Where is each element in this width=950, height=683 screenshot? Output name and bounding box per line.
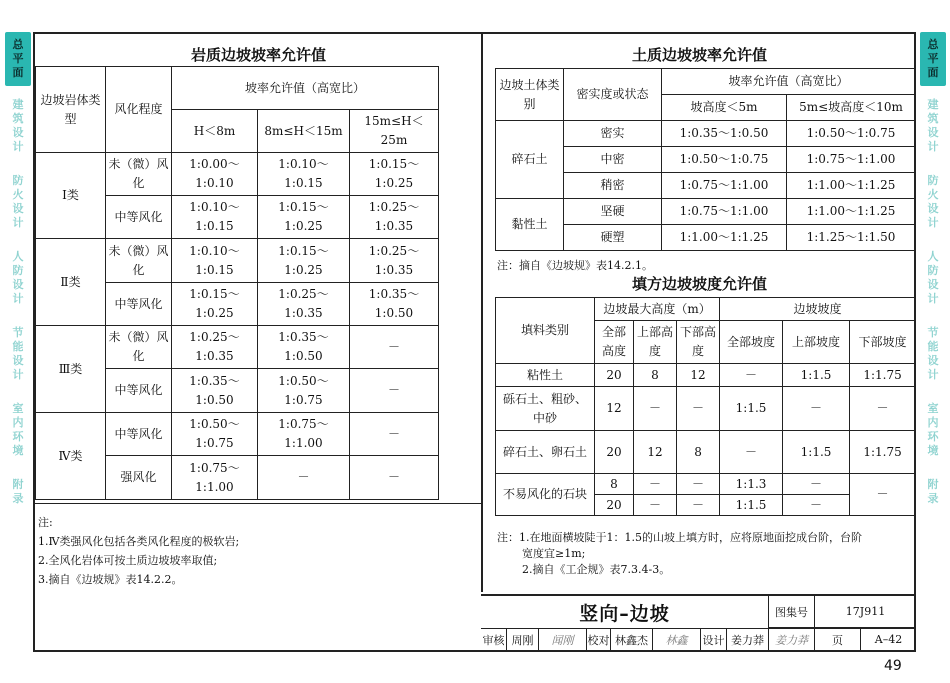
- value-cell: 20: [595, 495, 634, 516]
- header-soil-type: 边坡土体类别: [496, 69, 564, 121]
- fill-slope-title: 填方边坡坡度允许值: [631, 275, 767, 293]
- right-tab-5[interactable]: 室 内 环 境: [927, 402, 939, 457]
- weathering-cell: 中等风化: [106, 413, 172, 456]
- right-tab-3[interactable]: 人 防 设 计: [927, 250, 939, 305]
- header-density: 密实度或状态: [564, 69, 662, 121]
- header-h3: 15m≤H＜25m: [350, 110, 439, 153]
- ratio-cell: 1:0.35～1:0.50: [662, 121, 787, 147]
- state-cell: 坚硬: [564, 199, 662, 225]
- value-cell: 1:1.75: [850, 431, 916, 474]
- value-cell: －: [850, 474, 916, 516]
- soil-group-clay: 黏性土: [496, 199, 564, 251]
- ratio-cell: 1:1.00～1:1.25: [662, 225, 787, 251]
- ratio-cell: 1:0.25～1:0.35: [350, 196, 439, 239]
- header-slope: 边坡坡度: [720, 298, 916, 321]
- header-all-height: 全部高度: [595, 321, 634, 364]
- material-cell: 砾石土、粗砂、中砂: [496, 387, 595, 431]
- ratio-cell: 1:0.50～1:0.75: [172, 413, 258, 456]
- ratio-cell: 1:0.10～1:0.15: [172, 196, 258, 239]
- left-tab-0[interactable]: 总 平 面: [5, 32, 31, 86]
- weathering-cell: 未（微）风化: [106, 326, 172, 369]
- ratio-cell: 1:0.10～1:0.15: [258, 153, 350, 196]
- value-cell: 12: [677, 364, 720, 387]
- left-tab-6[interactable]: 附 录: [12, 478, 24, 505]
- ratio-cell: 1:0.25～1:0.35: [172, 326, 258, 369]
- value-cell: －: [677, 387, 720, 431]
- drawing-title: 竖向–边坡: [481, 594, 769, 628]
- value-cell: －: [783, 387, 850, 431]
- value-cell: 8: [677, 431, 720, 474]
- header-h2: 8m≤H＜15m: [258, 110, 350, 153]
- value-cell: 1:1.3: [720, 474, 783, 495]
- reviewer-signature: 闻刚: [539, 629, 587, 650]
- ratio-cell: 1:0.35～1:0.50: [350, 283, 439, 326]
- signature-row: [481, 628, 916, 650]
- left-tab-3[interactable]: 人 防 设 计: [12, 250, 24, 305]
- value-cell: －: [720, 431, 783, 474]
- ratio-cell: 1:0.50～1:0.75: [258, 369, 350, 413]
- header-h2: 5m≤坡高度＜10m: [787, 95, 916, 121]
- rock-slope-table: [35, 66, 439, 500]
- weathering-cell: 强风化: [106, 456, 172, 500]
- fill-note-line: 2.摘自《工企规》表7.3.4-3。: [522, 563, 671, 576]
- material-cell: 碎石土、卵石土: [496, 431, 595, 474]
- left-tab-4[interactable]: 节 能 设 计: [12, 326, 24, 381]
- design-label: 设计: [701, 629, 727, 650]
- right-tab-4[interactable]: 节 能 设 计: [927, 326, 939, 381]
- header-upper-slope: 上部坡度: [783, 321, 850, 364]
- soil-slope-title: 土质边坡坡率允许值: [631, 46, 767, 64]
- value-cell: 8: [595, 474, 634, 495]
- state-cell: 硬塑: [564, 225, 662, 251]
- page-label: 页: [815, 629, 861, 650]
- right-tab-6[interactable]: 附 录: [927, 478, 939, 505]
- header-ratio: 坡率允许值（高宽比）: [172, 67, 439, 110]
- state-cell: 稍密: [564, 173, 662, 199]
- value-cell: －: [634, 474, 677, 495]
- ratio-cell: 1:0.25～1:0.35: [258, 283, 350, 326]
- ratio-cell: 1:0.50～1:0.75: [787, 121, 916, 147]
- ratio-cell: 1:1.25～1:1.50: [787, 225, 916, 251]
- weathering-cell: 中等风化: [106, 283, 172, 326]
- review-label: 审核: [481, 629, 507, 650]
- atlas-label: 图集号: [769, 594, 815, 628]
- right-tab-2[interactable]: 防 火 设 计: [927, 174, 939, 229]
- title-block: [481, 594, 916, 652]
- value-cell: 12: [595, 387, 634, 431]
- ratio-cell: 1:0.15～1:0.25: [258, 239, 350, 283]
- fill-note-line: 注：1.在地面横坡陡于1：1.5的山坡上填方时，应将原地面挖成台阶，台阶: [497, 531, 862, 544]
- ratio-cell: 1:1.00～1:1.25: [787, 199, 916, 225]
- right-section-tabs: [918, 32, 948, 578]
- header-h1: H＜8m: [172, 110, 258, 153]
- value-cell: 1:1.5: [720, 387, 783, 431]
- center-divider: [481, 32, 483, 592]
- value-cell: 20: [595, 364, 634, 387]
- value-cell: 1:1.5: [720, 495, 783, 516]
- rock-note-separator: [34, 503, 481, 504]
- check-label: 校对: [587, 629, 611, 650]
- page-code: A–42: [874, 633, 903, 646]
- ratio-cell: 1:0.75～1:1.00: [258, 413, 350, 456]
- ratio-cell: 1:0.75～1:1.00: [662, 173, 787, 199]
- weathering-cell: 中等风化: [106, 196, 172, 239]
- page-number: 49: [884, 658, 902, 674]
- value-cell: 20: [595, 431, 634, 474]
- ratio-cell: 1:0.75～1:1.00: [662, 199, 787, 225]
- rock-type-4: Ⅳ类: [36, 413, 106, 500]
- value-cell: －: [634, 387, 677, 431]
- left-tab-1[interactable]: 建 筑 设 计: [12, 98, 24, 153]
- atlas-number: 17J911: [815, 594, 916, 628]
- ratio-cell: 1:0.15～1:0.25: [350, 153, 439, 196]
- weathering-cell: 中等风化: [106, 369, 172, 413]
- value-cell: 1:1.5: [783, 431, 850, 474]
- value-cell: －: [677, 495, 720, 516]
- rock-type-1: Ⅰ类: [36, 153, 106, 239]
- value-cell: 12: [634, 431, 677, 474]
- header-h1: 坡高度＜5m: [662, 95, 787, 121]
- fill-note-line: 宽度宜≥1m;: [522, 547, 586, 560]
- ratio-cell: －: [350, 413, 439, 456]
- header-weathering: 风化程度: [106, 67, 172, 153]
- soil-slope-table: [495, 68, 916, 251]
- value-cell: －: [677, 474, 720, 495]
- checker-name: 林鑫杰: [611, 629, 653, 650]
- ratio-cell: －: [350, 326, 439, 369]
- ratio-cell: 1:0.35～1:0.50: [172, 369, 258, 413]
- weathering-cell: 未（微）风化: [106, 153, 172, 196]
- value-cell: 8: [634, 364, 677, 387]
- material-cell: 不易风化的石块: [496, 474, 595, 516]
- ratio-cell: 1:1.00～1:1.25: [787, 173, 916, 199]
- ratio-cell: 1:0.75～1:1.00: [787, 147, 916, 173]
- rock-slope-title: 岩质边坡坡率允许值: [190, 46, 326, 64]
- ratio-cell: 1:0.35～1:0.50: [258, 326, 350, 369]
- rock-type-2: Ⅱ类: [36, 239, 106, 326]
- ratio-cell: 1:0.25～1:0.35: [350, 239, 439, 283]
- state-cell: 中密: [564, 147, 662, 173]
- header-lower-slope: 下部坡度: [850, 321, 916, 364]
- ratio-cell: 1:0.50～1:0.75: [662, 147, 787, 173]
- left-section-tabs: [3, 32, 33, 578]
- ratio-cell: 1:0.15～1:0.25: [172, 283, 258, 326]
- header-rock-type: 边坡岩体类型: [36, 67, 106, 153]
- designer-name: 姜力莽: [727, 629, 769, 650]
- value-cell: －: [783, 474, 850, 495]
- soil-group-gravel: 碎石土: [496, 121, 564, 199]
- value-cell: －: [634, 495, 677, 516]
- value-cell: 1:1.75: [850, 364, 916, 387]
- rock-note-line: 1.Ⅳ类强风化包括各类风化程度的极软岩;: [38, 535, 240, 548]
- header-all-slope: 全部坡度: [720, 321, 783, 364]
- designer-signature: 姜力莽: [769, 629, 815, 650]
- ratio-cell: －: [350, 456, 439, 500]
- ratio-cell: 1:0.10～1:0.15: [172, 239, 258, 283]
- rock-type-3: Ⅲ类: [36, 326, 106, 413]
- ratio-cell: 1:0.75～1:1.00: [172, 456, 258, 500]
- value-cell: －: [720, 364, 783, 387]
- ratio-cell: 1:0.15～1:0.25: [258, 196, 350, 239]
- weathering-cell: 未（微）风化: [106, 239, 172, 283]
- reviewer-name: 周刚: [507, 629, 539, 650]
- soil-note: 注：摘自《边坡规》表14.2.1。: [497, 259, 653, 272]
- header-material: 填料类别: [496, 298, 595, 364]
- ratio-cell: －: [350, 369, 439, 413]
- rock-notes: [38, 513, 478, 589]
- fill-notes: [497, 528, 912, 579]
- right-tab-0[interactable]: 总 平 面: [920, 32, 946, 86]
- left-tab-2[interactable]: 防 火 设 计: [12, 174, 24, 229]
- ratio-cell: －: [258, 456, 350, 500]
- material-cell: 粘性土: [496, 364, 595, 387]
- header-ratio: 坡率允许值（高宽比）: [662, 69, 916, 95]
- rock-note-line: 注:: [38, 516, 53, 529]
- rock-note-line: 2.全风化岩体可按土质边坡坡率取值;: [38, 554, 218, 567]
- left-tab-5[interactable]: 室 内 环 境: [12, 402, 24, 457]
- rock-note-line: 3.摘自《边坡规》表14.2.2。: [38, 573, 183, 586]
- value-cell: －: [783, 495, 850, 516]
- state-cell: 密实: [564, 121, 662, 147]
- header-max-height: 边坡最大高度（m）: [595, 298, 720, 321]
- ratio-cell: 1:0.00～1:0.10: [172, 153, 258, 196]
- value-cell: 1:1.5: [783, 364, 850, 387]
- right-tab-1[interactable]: 建 筑 设 计: [927, 98, 939, 153]
- fill-slope-table: [495, 297, 916, 516]
- value-cell: －: [850, 387, 916, 431]
- header-lower-height: 下部高度: [677, 321, 720, 364]
- checker-signature: 林鑫: [653, 629, 701, 650]
- header-upper-height: 上部高度: [634, 321, 677, 364]
